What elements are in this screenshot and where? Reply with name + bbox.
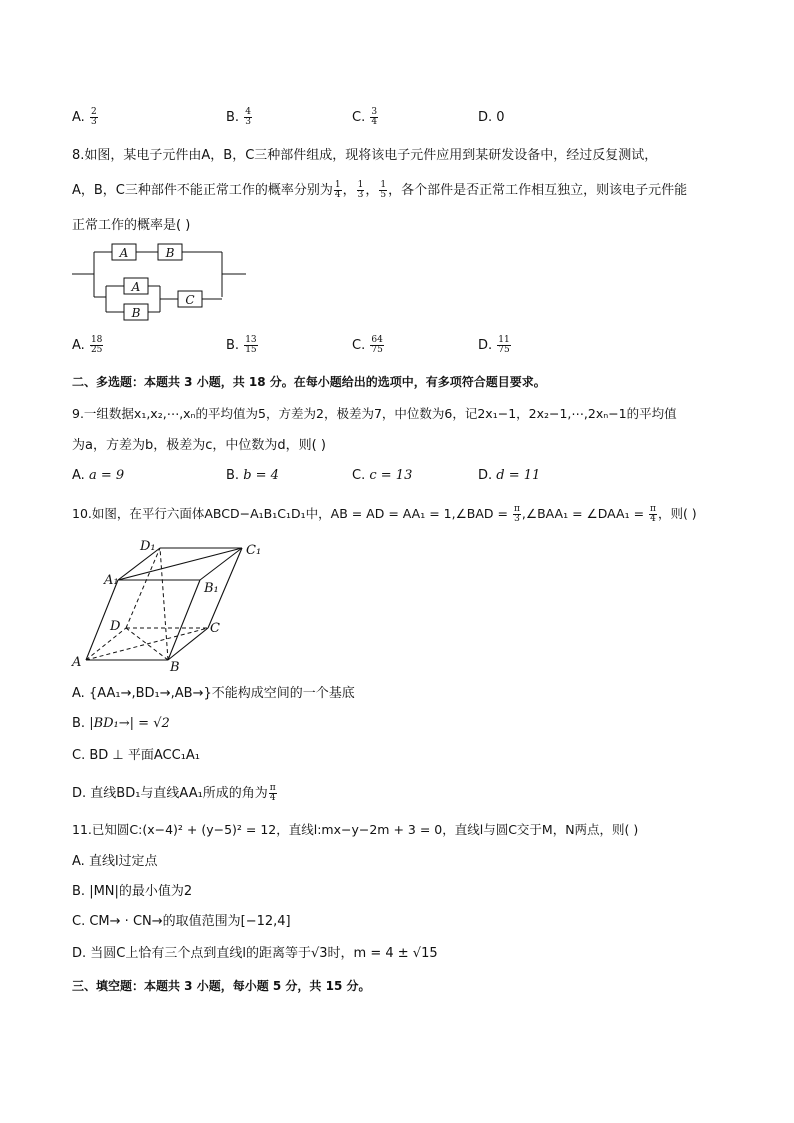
q9-line1: 9.一组数据x₁,x₂,⋯,xₙ的平均值为5，方差为2，极差为7，中位数为6，记2x₁−1，2x₂−1,⋯,2xₙ−1的平均值 xyxy=(72,406,677,421)
q11-option-c: C. CM→ · CN→的取值范围为[−12,4] xyxy=(72,914,291,929)
q8-option-d: D. $\frac{11}{75}$ xyxy=(478,335,510,355)
vertex-label-d: D xyxy=(110,619,121,634)
parallelepiped-figure xyxy=(70,534,270,674)
q7-option-a: A. $\frac{2}{3}$ xyxy=(72,107,97,127)
q7-option-b: B. $\frac{4}{3}$ xyxy=(226,107,251,127)
vertex-label-c: C xyxy=(210,621,220,636)
q11-option-b: B. |MN|的最小值为2 xyxy=(72,884,193,899)
vertex-label-b: B xyxy=(170,660,180,674)
q8-option-c: C. $\frac{64}{75}$ xyxy=(352,335,383,355)
q10-option-b: B. |BD₁→| = √2 xyxy=(72,716,170,731)
diagram-label-a1: A xyxy=(119,246,129,260)
q7-option-c: C. $\frac{3}{4}$ xyxy=(352,107,378,127)
q9-option-d: D. d = 11 xyxy=(478,468,541,483)
vertex-label-d1: D₁ xyxy=(140,539,156,554)
vertex-label-b1: B₁ xyxy=(204,581,219,596)
section-heading-fill-in: 三、填空题：本题共 3 小题，每小题 5 分，共 15 分。 xyxy=(72,979,371,993)
q9-option-b: B. b = 4 xyxy=(226,468,279,483)
q11-option-d: D. 当圆C上恰有三个点到直线l的距离等于√3时，m = 4 ± √15 xyxy=(72,946,438,961)
diagram-label-a2: A xyxy=(131,280,141,294)
q8-option-a: A. $\frac{18}{25}$ xyxy=(72,335,103,355)
vertex-label-a: A xyxy=(72,655,82,670)
q11-option-a: A. 直线l过定点 xyxy=(72,854,158,869)
q9-option-c: C. c = 13 xyxy=(352,468,413,483)
q10-line1: 10.如图，在平行六面体ABCD−A₁B₁C₁D₁中，AB = AD = AA₁ = 1,∠BAD = $\frac{\pi}{3}$ ,∠BAA₁ = ∠DAA₁ = $\frac{\pi}{4}$ ，则( ) xyxy=(72,504,697,524)
q10-option-a: A. {AA₁→,BD₁→,AB→}不能构成空间的一个基底 xyxy=(72,686,355,701)
q9-option-a: A. a = 9 xyxy=(72,468,125,483)
q8-line3: 正常工作的概率是( ) xyxy=(72,218,191,233)
q8-line1: 8.如图，某电子元件由A，B，C三种部件组成，现将该电子元件应用到某研发设备中，经过反复测试， xyxy=(72,148,658,163)
q10-option-c: C. BD ⊥ 平面ACC₁A₁ xyxy=(72,748,201,763)
q8-line2: A，B，C三种部件不能正常工作的概率分别为 $\frac{1}{4}$ ， $\frac{1}{3}$ ， $\frac{1}{5}$ ，各个部件是否正常工作相互独立，则该电子元件能 xyxy=(72,180,688,200)
diagram-label-c: C xyxy=(185,293,195,307)
q7-option-d: D. 0 xyxy=(478,110,505,125)
diagram-label-b1: B xyxy=(165,246,175,260)
vertex-label-a1: A₁ xyxy=(104,573,119,588)
vertex-label-c1: C₁ xyxy=(246,543,262,558)
q9-line2: 为a，方差为b，极差为c，中位数为d，则( ) xyxy=(72,438,326,453)
q8-option-b: B. $\frac{13}{15}$ xyxy=(226,335,257,355)
diagram-label-b2: B xyxy=(131,306,141,320)
section-heading-multiple-choice: 二、多选题：本题共 3 小题，共 18 分。在每小题给出的选项中，有多项符合题目要求。 xyxy=(72,375,546,389)
circuit-diagram xyxy=(72,240,252,322)
q10-option-d: D. 直线BD₁与直线AA₁所成的角为 $\frac{\pi}{4}$ xyxy=(72,783,276,803)
q11-line1: 11.已知圆C:(x−4)² + (y−5)² = 12，直线l:mx−y−2m + 3 = 0，直线l与圆C交于M，N两点，则( ) xyxy=(72,822,639,837)
